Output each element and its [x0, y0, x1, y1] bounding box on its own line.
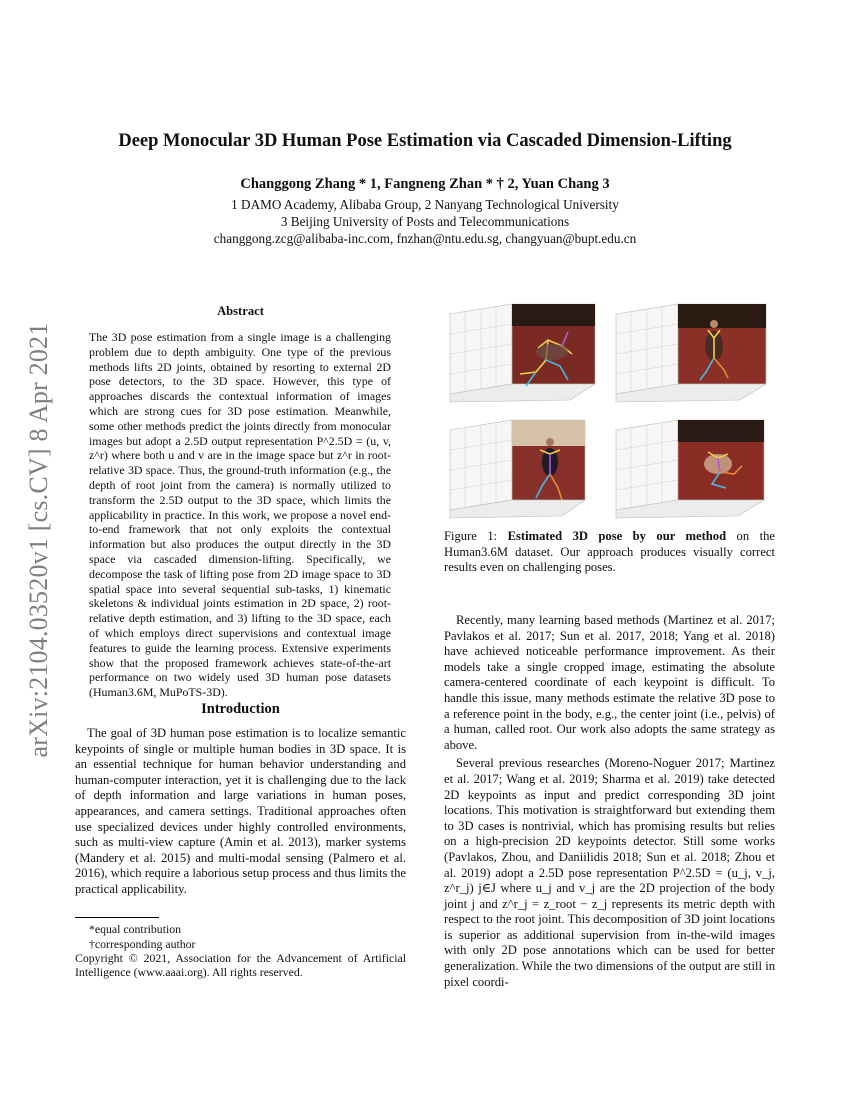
- arxiv-stamp-text: arXiv:2104.03520v1 [cs.CV] 8 Apr 2021: [24, 322, 53, 758]
- right-column-body: [444, 613, 775, 990]
- affiliation-line-1: 1 DAMO Academy, Alibaba Group, 2 Nanyang Technological University: [231, 197, 619, 212]
- figure-1-caption-bold: Estimated 3D pose by our method: [507, 529, 727, 543]
- footnote-rule: [75, 917, 159, 918]
- figure-1-caption-text: on the Human3.6M dataset. Our approach produces visually correct results even on challenging poses.: [444, 529, 775, 575]
- introduction-heading: Introduction: [201, 701, 280, 717]
- figure-1-label: Figure 1:: [444, 529, 508, 543]
- copyright-notice: Copyright © 2021, Association for the Advancement of Artificial Intelligence (www.aaai.org). All rights reserved.: [75, 951, 406, 979]
- abstract-heading: Abstract: [217, 304, 264, 318]
- introduction-paragraph: The goal of 3D human pose estimation is to localize semantic keypoints of single or multiple human bodies in 3D space. It is an essential technique for human behavior understanding and human-computer interaction, yet it is challenging due to the lack of depth information and large variations in human poses, appearances, and camera settings. Traditional approaches often use specialized devices under highly controlled environments, such as multi-view capture (Amin et al. 2013), marker systems (Mandery et al. 2015) and multi-modal sensing (Palmero et al. 2016), which require a laborious setup process and thus limits the practical applicability.: [75, 726, 406, 896]
- right-paragraph-2: Several previous researches (Moreno-Noguer 2017; Martinez et al. 2017; Wang et al. 2019; Sharma et al. 2019) take detected 2D keypoints as input and predict corresponding 3D joint locations. This motivation is straightforward but extending them to 3D cases is nontrivial, which has promising results but relies on a high-precision 2D keypoints detector. Still some works (Pavlakos, Zhou, and Daniilidis 2018; Sun et al. 2018; Zhou et al. 2019) adopt a 2.5D pose representation P^2.5D = (u_j, v_j, z^r_j) j∈J where u_j and v_j are the 2D projection of the body joint j and z^r_j = z_root − z_j represents its metric depth with respect to the root joint. This decomposition of 3D joint locations is superior as additional supervision from in-the-wild images with only 2D pose annotations which can be used for better generalization. While the two dimensions of the output are still in pixel coordi-: [444, 756, 775, 989]
- paper-title: Deep Monocular 3D Human Pose Estimation via Cascaded Dimension-Lifting: [118, 131, 732, 151]
- affiliation-line-2: 3 Beijing University of Posts and Telecommunications: [280, 214, 570, 229]
- pose-panel-2: [616, 304, 766, 402]
- right-paragraph-1: Recently, many learning based methods (Martinez et al. 2017; Pavlakos et al. 2017; Sun et al. 2017, 2018; Yang et al. 2018) have achieved noticeable performance improvement. As their models take a single cropped image, estimating the absolute camera-centered coordinate of each keypoint is difficult. To handle this issue, many methods estimate the relative 3D pose to a reference point in the body, e.g., the center joint (i.e., pelvis) of a human, called root. Our work also adopts the same strategy as above.: [444, 613, 775, 752]
- footnote-equal: *equal contribution: [89, 922, 182, 936]
- pose-panel-3: [450, 420, 585, 518]
- pose-panel-1: [450, 304, 595, 402]
- footnote-corresponding: †corresponding author: [89, 937, 196, 951]
- abstract-body: The 3D pose estimation from a single image is a challenging problem due to depth ambiguity. One type of the previous methods lifts 2D joints, obtained by resorting to external 2D pose detectors, to the 3D space. However, this type of approaches discards the contextual information of images which are strong cues for 3D pose estimation. Meanwhile, some other methods predict the joints directly from monocular images but adopt a 2.5D output representation P^2.5D = (u, v, z^r) where both u and v are in the image space but z^r in root-relative 3D space. Thus, the ground-truth information (e.g., the depth of root joint from the camera) is normally utilized to transform the 2.5D output to the 3D space, which limits the applicability in practice. In this work, we propose a novel end-to-end framework that not only exploits the contextual information but also produces the output directly in the 3D space via cascaded dimension-lifting. Specifically, we decompose the task of lifting pose from 2D image space to 3D spatial space into several sequential sub-tasks, 1) kinematic skeletons & individual joints estimation in 2D space, 2) root-relative depth estimation, and 3) lifting to the 3D space, each of which employs direct supervisions and contextual image features to guide the learning process. Extensive experiments show that the proposed framework achieves state-of-the-art performance on two widely used 3D human pose datasets (Human3.6M, MuPoTS-3D).: [89, 330, 391, 700]
- author-emails: changgong.zcg@alibaba-inc.com, fnzhan@ntu.edu.sg, changyuan@bupt.edu.cn: [213, 231, 637, 246]
- arxiv-stamp: [14, 300, 64, 780]
- author-list: Changgong Zhang * 1, Fangneng Zhan * † 2, Yuan Chang 3: [240, 176, 610, 192]
- introduction-body: [75, 726, 406, 898]
- figure-1-caption: [444, 529, 775, 576]
- pose-panel-4: [616, 420, 764, 518]
- figure-1: [444, 296, 776, 522]
- figure-1-graphic: [444, 296, 776, 522]
